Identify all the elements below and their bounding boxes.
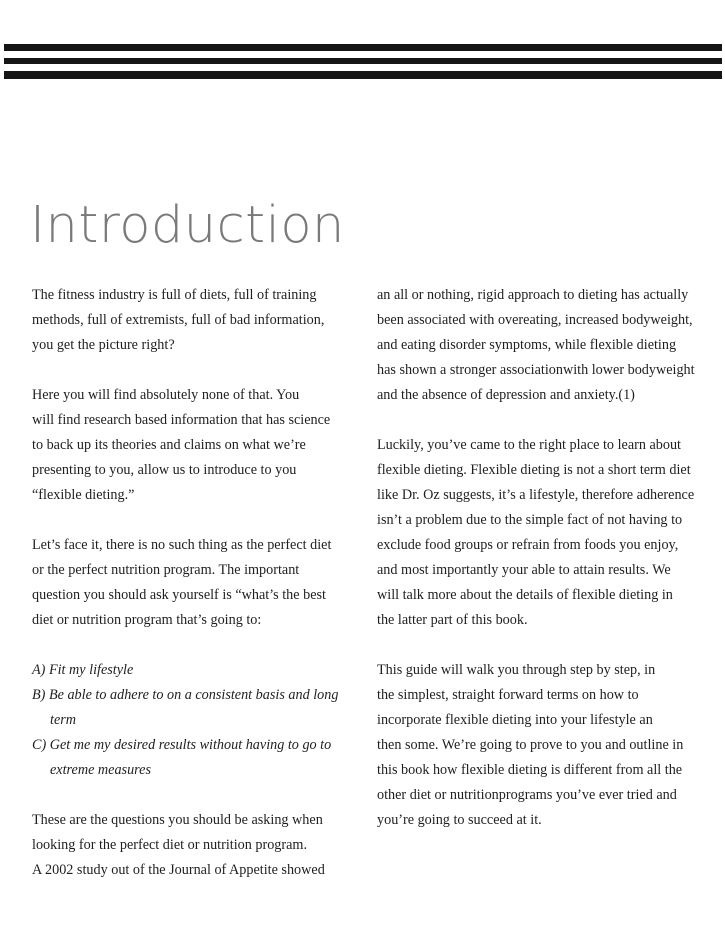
text-line: exclude food groups or refrain from foods you enjoy, <box>377 537 679 553</box>
text-line: incorporate flexible dieting into your lifestyle an <box>377 712 653 728</box>
text-line: you get the picture right? <box>32 337 175 353</box>
text-line: other diet or nutritionprograms you’ve ever tried and <box>377 787 677 803</box>
text-line: “flexible dieting.” <box>32 487 135 503</box>
text-line: isn’t a problem due to the simple fact of not having to <box>377 512 683 528</box>
text-line: Luckily, you’ve came to the right place to learn about <box>377 437 681 453</box>
right-column <box>377 283 713 833</box>
paragraph-research <box>32 383 352 508</box>
text-line: this book how flexible dieting is different from all the <box>377 762 683 778</box>
text-line: been associated with overeating, increased bodyweight, <box>377 312 693 328</box>
header-rule-top <box>4 44 722 51</box>
question-list <box>32 658 352 783</box>
text-line: Let’s face it, there is no such thing as the perfect diet <box>32 537 332 553</box>
text-line: Here you will find absolutely none of that. You <box>32 387 300 403</box>
text-line: diet or nutrition program that’s going to: <box>32 612 262 628</box>
paragraph-guide <box>377 658 713 833</box>
paragraph-intro <box>32 283 352 358</box>
text-line: looking for the perfect diet or nutrition program. <box>32 837 308 853</box>
text-line: an all or nothing, rigid approach to dieting has actually <box>377 287 689 303</box>
text-line: or the perfect nutrition program. The important <box>32 562 300 578</box>
text-line: and the absence of depression and anxiety.(1) <box>377 387 635 403</box>
header-rule-middle <box>4 58 722 64</box>
question-item: C) Get me my desired results without having to go to extreme measures <box>32 737 332 778</box>
text-line: then some. We’re going to prove to you and outline in <box>377 737 684 753</box>
text-line: flexible dieting. Flexible dieting is not a short term diet <box>377 462 691 478</box>
text-line: you’re going to succeed at it. <box>377 812 542 828</box>
text-line: has shown a stronger associationwith lower bodyweight <box>377 362 695 378</box>
text-line: methods, full of extremists, full of bad information, <box>32 312 325 328</box>
header-rule-bottom <box>4 71 722 79</box>
text-line: to back up its theories and claims on what we’re <box>32 437 306 453</box>
text-line: presenting to you, allow us to introduce to you <box>32 462 297 478</box>
text-line: and most importantly your able to attain results. We <box>377 562 671 578</box>
paragraph-questions <box>32 808 352 883</box>
question-item: B) Be able to adhere to on a consistent basis and long term <box>32 687 339 728</box>
paragraph-perfect-diet <box>32 533 352 633</box>
text-line: The fitness industry is full of diets, full of training <box>32 287 317 303</box>
page-title: Introduction <box>30 196 345 255</box>
text-line: These are the questions you should be asking when <box>32 812 323 828</box>
question-item: A) Fit my lifestyle <box>32 662 134 678</box>
paragraph-study <box>377 283 713 408</box>
text-line: question you should ask yourself is “what’s the best <box>32 587 326 603</box>
text-line: will find research based information that has science <box>32 412 331 428</box>
text-line: will talk more about the details of flexible dieting in <box>377 587 673 603</box>
text-line: the simplest, straight forward terms on how to <box>377 687 639 703</box>
text-line: and eating disorder symptoms, while flexible dieting <box>377 337 677 353</box>
text-line: like Dr. Oz suggests, it’s a lifestyle, therefore adherence <box>377 487 695 503</box>
text-line: This guide will walk you through step by step, in <box>377 662 656 678</box>
text-line: A 2002 study out of the Journal of Appetite showed <box>32 862 325 878</box>
left-column <box>32 283 352 883</box>
paragraph-lifestyle <box>377 433 713 633</box>
text-line: the latter part of this book. <box>377 612 528 628</box>
